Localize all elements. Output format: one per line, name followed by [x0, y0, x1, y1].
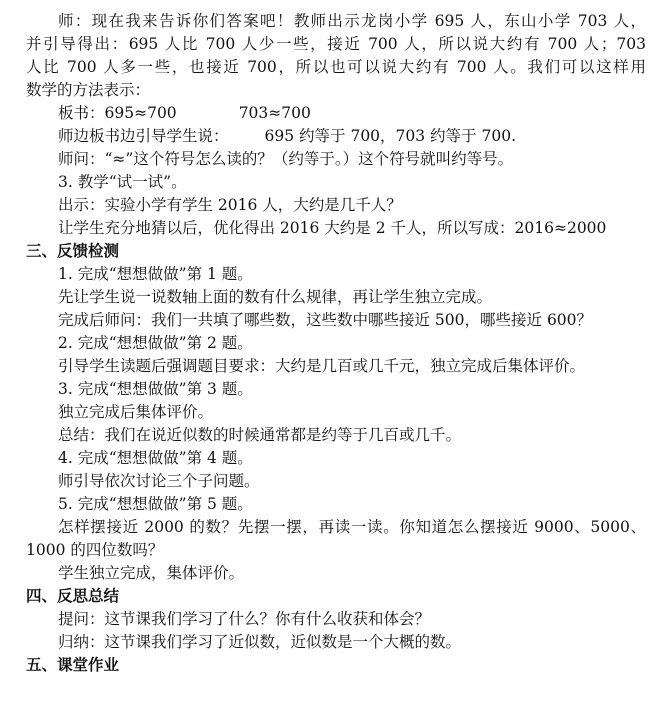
list-item: 总结：我们在说近似数的时候通常都是约等于几百或几千。 — [58, 426, 462, 444]
list-item: 归纳：这节课我们学习了近似数，近似数是一个大概的数。 — [58, 633, 462, 651]
paragraph-line: 让学生充分地猜以后，优化得出 2016 大约是 2 千人，所以写成：2016≈2000 — [58, 219, 607, 237]
section-heading-reflection: 四、反思总结 — [26, 587, 120, 605]
list-item: 怎样摆接近 2000 的数？先摆一摆，再读一读。你知道怎么摆接近 9000、5000、 — [58, 518, 646, 536]
list-item: 1. 完成“想想做做”第 1 题。 — [58, 265, 253, 283]
list-item: 4. 完成“想想做做”第 4 题。 — [58, 449, 253, 467]
list-item: 3. 完成“想想做做”第 3 题。 — [58, 380, 253, 398]
list-item: 独立完成后集体评价。 — [58, 403, 214, 421]
blackboard-line — [26, 102, 646, 125]
paragraph-line: 出示：实验小学有学生 2016 人，大约是几千人？ — [58, 196, 402, 214]
list-item: 师引导依次讨论三个子问题。 — [58, 472, 260, 490]
list-item: 先让学生说一说数轴上面的数有什么规律，再让学生独立完成。 — [58, 288, 493, 306]
list-item: 学生独立完成，集体评价。 — [58, 564, 245, 582]
section-heading-homework: 五、课堂作业 — [26, 656, 120, 674]
paragraph-line: 师：现在我来告诉你们答案吧！教师出示龙岗小学 695 人，东山小学 703 人， — [58, 12, 646, 30]
list-item: 完成后师问：我们一共填了哪些数，这些数中哪些接近 500，哪些接近 600？ — [58, 311, 593, 329]
paragraph-line: 并引导得出：695 人比 700 人少一些，接近 700 人，所以说大约有 700 人；703 — [26, 35, 646, 53]
board-expr-a: 695≈700 — [104, 104, 177, 122]
list-item: 2. 完成“想想做做”第 2 题。 — [58, 334, 253, 352]
paragraph-line: 数学的方法表示： — [26, 81, 151, 99]
list-item: 5. 完成“想想做做”第 5 题。 — [58, 495, 253, 513]
paragraph-line: 师问：“≈”这个符号怎么读的？（约等于。）这个符号就叫约等号。 — [58, 150, 514, 168]
board-expr-b: 703≈700 — [238, 104, 311, 122]
section-heading-feedback: 三、反馈检测 — [26, 242, 120, 260]
paragraph-line: 师边板书边引导学生说： 695 约等于 700，703 约等于 700. — [58, 127, 516, 145]
paragraph-line: 人比 700 人多一些，也接近 700，所以也可以说大约有 700 人。我们可以这样用 — [26, 58, 646, 76]
paragraph-line: 3. 教学“试一试”。 — [58, 173, 187, 191]
list-item: 引导学生读题后强调题目要求：大约是几百或几千元，独立完成后集体评价。 — [58, 357, 586, 375]
list-item: 1000 的四位数吗？ — [26, 541, 164, 559]
board-label: 板书： — [58, 104, 105, 122]
list-item: 提问：这节课我们学习了什么？你有什么收获和体会？ — [58, 610, 431, 628]
